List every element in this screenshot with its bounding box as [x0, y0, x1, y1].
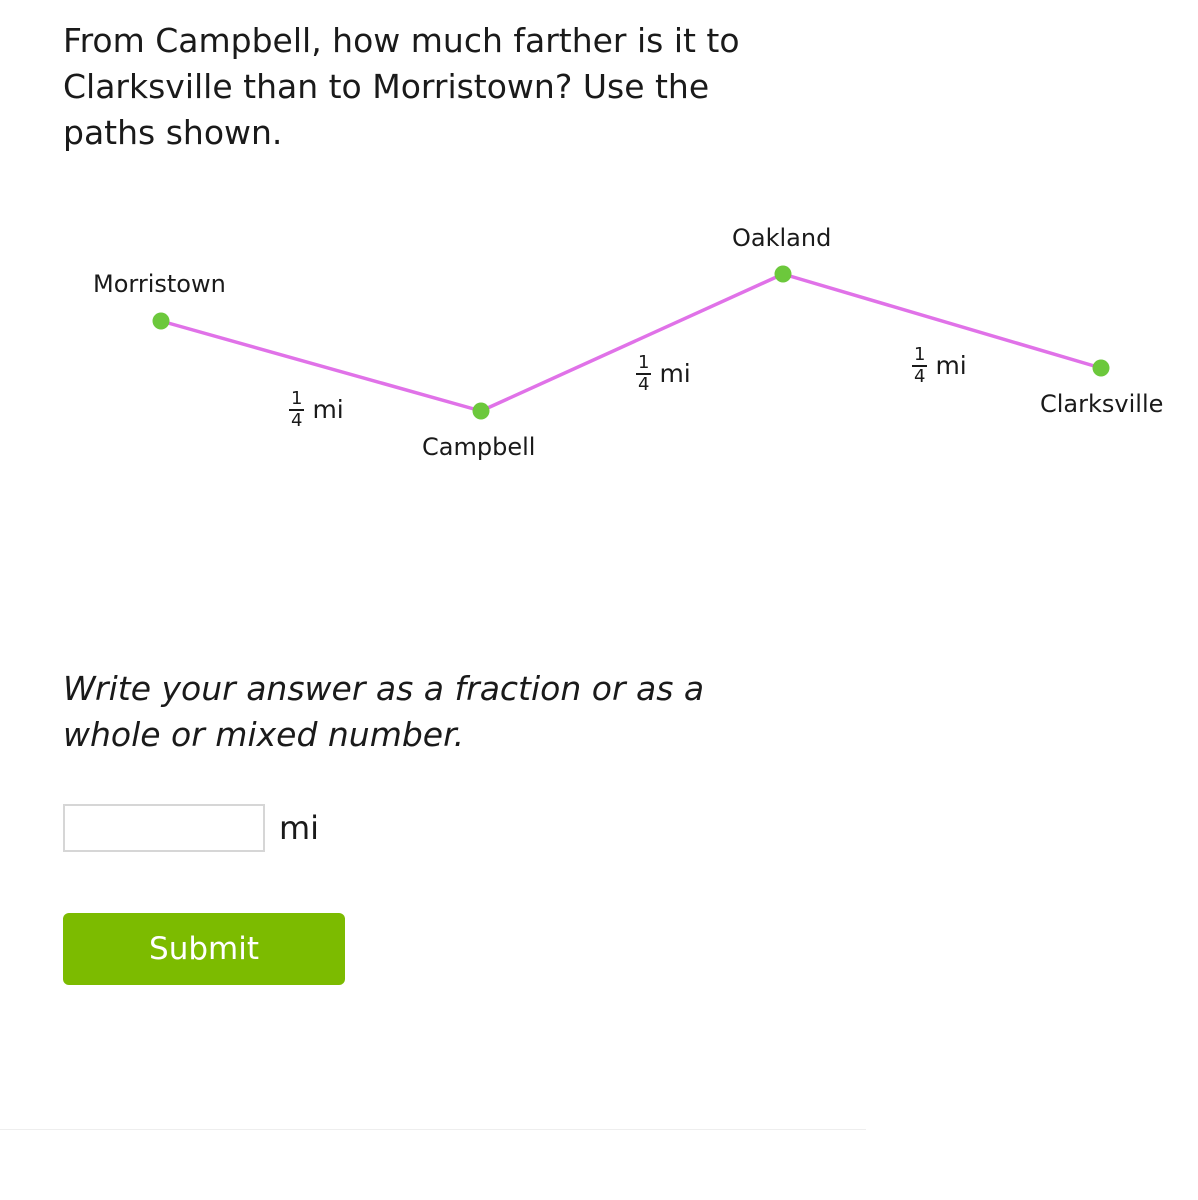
distance-unit: mi — [935, 351, 967, 380]
point-morristown — [153, 313, 170, 330]
distance-label-oakland-clarksville — [912, 346, 967, 386]
distance-unit: mi — [659, 359, 691, 388]
answer-instructions: Write your answer as a fraction or as a whole or mixed number. — [63, 669, 705, 754]
path-campbell-oakland — [481, 274, 783, 411]
town-label-oakland: Oakland — [732, 224, 832, 252]
fraction — [289, 390, 304, 430]
point-campbell — [473, 403, 490, 420]
distance-label-campbell-oakland — [636, 354, 691, 394]
path-map — [0, 200, 1198, 490]
fraction-numerator: 1 — [914, 344, 926, 365]
answer-unit: mi — [279, 809, 320, 847]
footer-divider — [0, 1129, 866, 1130]
point-oakland — [775, 266, 792, 283]
fraction — [912, 346, 927, 386]
point-clarksville — [1093, 360, 1110, 377]
fraction-denominator: 4 — [638, 374, 650, 395]
answer-input[interactable] — [63, 804, 265, 852]
fraction — [636, 354, 651, 394]
town-label-clarksville: Clarksville — [1040, 390, 1164, 418]
town-label-morristown: Morristown — [93, 270, 226, 298]
distance-unit: mi — [312, 395, 344, 424]
fraction-numerator: 1 — [638, 352, 650, 373]
answer-row — [63, 804, 319, 852]
distance-label-morristown-campbell — [289, 390, 344, 430]
submit-button[interactable]: Submit — [63, 913, 345, 985]
path-map-drawing — [0, 200, 1198, 490]
fraction-numerator: 1 — [291, 388, 303, 409]
town-label-campbell: Campbell — [422, 433, 536, 461]
fraction-denominator: 4 — [914, 366, 926, 387]
fraction-denominator: 4 — [291, 410, 303, 431]
question-text: From Campbell, how much farther is it to Clarksville than to Morristown? Use the paths shown. — [63, 21, 740, 152]
